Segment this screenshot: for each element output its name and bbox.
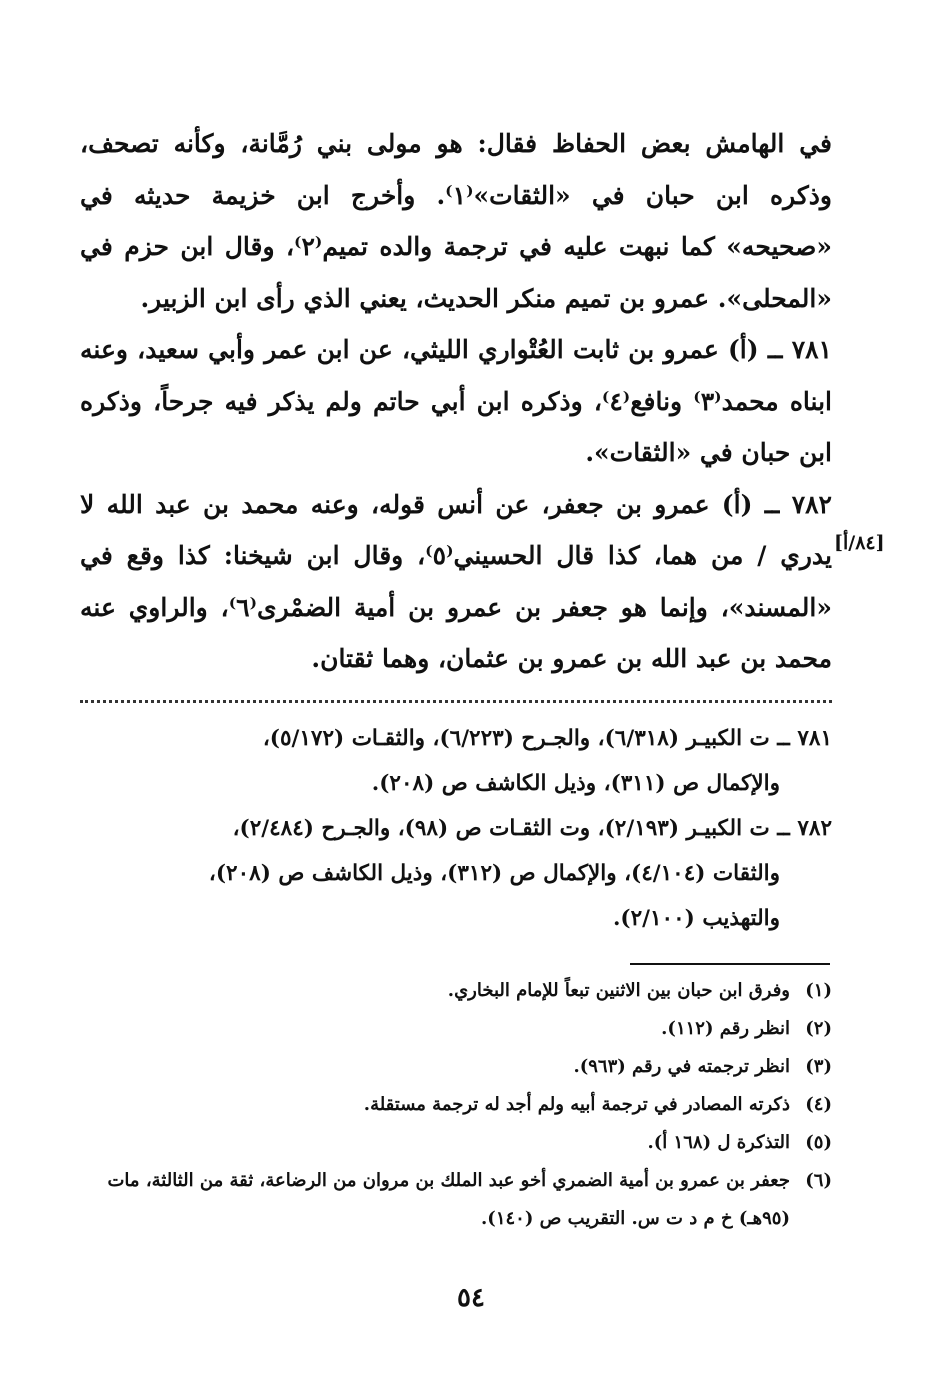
footnote-text: ذكرته المصادر في ترجمة أبيه ولم أجد له ترجمة مستقلة. (363, 1094, 790, 1115)
sources-782-line2: والثقات (٤/١٠٤)، والإكمال ص (٣١٢)، وذيل الكاشف ص (٢٠٨)، (208, 861, 780, 886)
footnote-number: (٤) (805, 1094, 832, 1115)
footnote-text: وفرق ابن حبان بين الاثنين تبعاً للإمام البخاري. (447, 980, 790, 1001)
footnote-text: انظر رقم (١١٢). (661, 1018, 790, 1039)
sources-781-line2: والإكمال ص (٣١١)، وذيل الكاشف ص (٢٠٨). (371, 771, 780, 796)
sources-782-line1: ٧٨٢ ــ ت الكبيـر (٢/١٩٣)، وت الثقـات ص (٩٨)، والجـرح (٢/٤٨٤)، (232, 816, 832, 841)
main-text (80, 118, 832, 685)
entry-781: ٧٨١ ــ (أ) عمرو بن ثابت العُتْواري الليثي، عن ابن عمر وأبي سعيد، وعنه ابناه محمد⁽٣⁾ ونافع⁽٤⁾، وذكره ابن أبي حاتم ولم يذكر فيه جرحاً، وذكره ابن حبان في «الثقات». (80, 335, 832, 467)
page-number: ٥٤ (457, 1283, 485, 1313)
footnote-rule (630, 963, 830, 965)
footnote (80, 1162, 832, 1238)
footnote-number: (٦) (805, 1170, 832, 1191)
footnote-number: (٢) (805, 1018, 832, 1039)
footnote (80, 972, 832, 1010)
dotted-separator (80, 700, 832, 707)
sources-781-line1: ٧٨١ ــ ت الكبيـر (٦/٣١٨)، والجـرح (٦/٢٢٣)، والثقـات (٥/١٧٢)، (262, 726, 832, 751)
sources-782 (80, 806, 832, 941)
footnote (80, 1086, 832, 1124)
footnote-number: (٣) (805, 1056, 832, 1077)
footnote (80, 1048, 832, 1086)
footnote (80, 1124, 832, 1162)
footnote-text: التذكرة ل (١٦٨ أ). (647, 1132, 790, 1153)
footnote-text: جعفر بن عمرو بن أمية الضمري أخو عبد الملك بن مروان من الرضاعة، ثقة من الثالثة، مات (٩٥هـ) خ م د ت س. التقريب ص (١٤٠). (107, 1170, 790, 1229)
footnote-text: انظر ترجمته في رقم (٩٦٣). (573, 1056, 790, 1077)
manuscript-folio-note: [٨٤/أ] (834, 532, 885, 554)
entry-782: ٧٨٢ ــ (أ) عمرو بن جعفر، عن أنس قوله، وعنه محمد بن عبد الله لا يدري / من هما، كذا قال الحسيني⁽٥⁾، وقال ابن شيخنا: كذا وقع في «المسند»، وإنما هو جعفر بن عمرو بن أمية الضمْرى⁽٦⁾، والراوي عنه محمد بن عبد الله بن عمرو بن عثمان، وهما ثقتان. (80, 489, 832, 673)
footnotes (80, 972, 832, 1238)
sources-section (80, 716, 832, 941)
sources-781 (80, 716, 832, 806)
footnote-number: (٥) (805, 1132, 832, 1153)
footnote (80, 1010, 832, 1048)
footnote-number: (١) (805, 980, 832, 1001)
paragraph-continuation: في الهامش بعض الحفاظ فقال: هو مولى بني رُمَّانة، وكأنه تصحف، وذكره ابن حبان في «الثقات»⁽١⁾. وأخرج ابن خزيمة حديثه في «صحيحه» كما نبهت عليه في ترجمة والده تميم⁽٢⁾، وقال ابن حزم في «المحلى». عمرو بن تميم منكر الحديث، يعني الذي رأى ابن الزبير. (80, 129, 832, 313)
sources-782-line3: والتهذيب (٢/١٠٠). (612, 906, 780, 931)
